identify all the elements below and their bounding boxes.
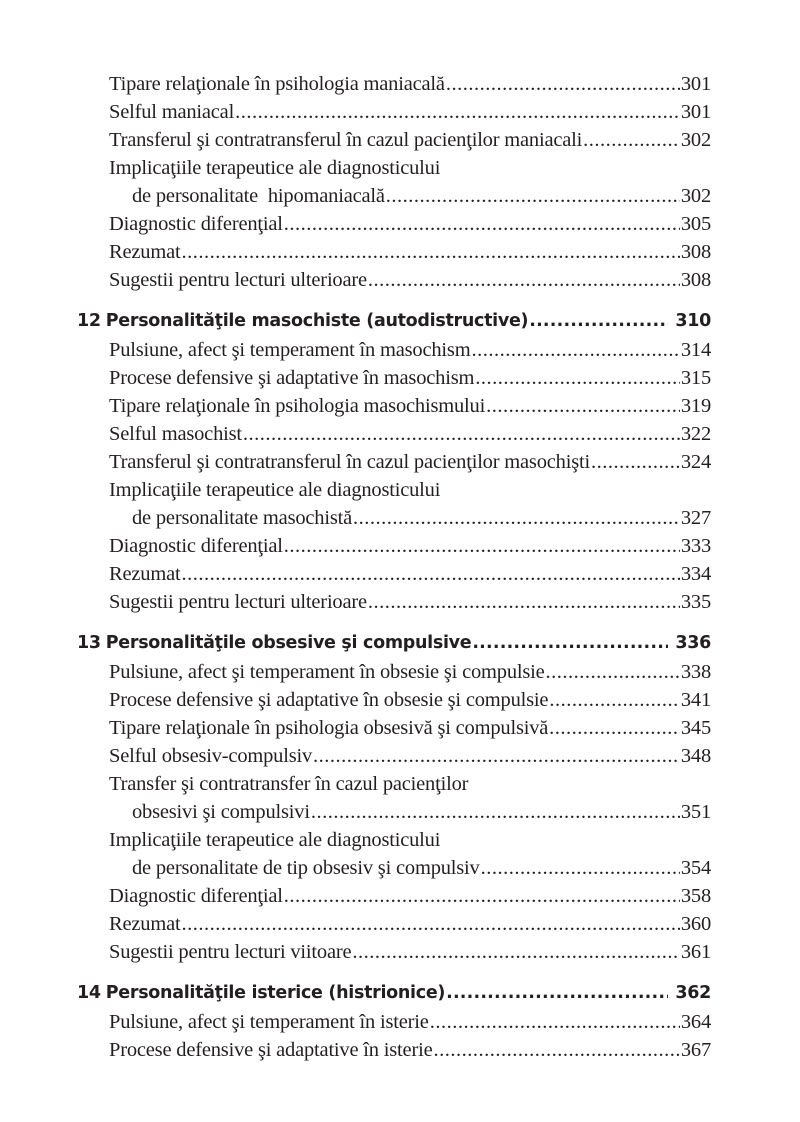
toc-entry[interactable] (77, 126, 711, 154)
toc-entry[interactable] (77, 448, 711, 476)
toc-chapter-heading[interactable] (77, 307, 711, 336)
toc-entry-title: Pulsiune, afect şi temperament în masochism (109, 339, 471, 361)
dot-leader (386, 182, 680, 210)
toc-entry-title: Implicaţiile terapeutice ale diagnosticului (109, 829, 441, 851)
toc-section-intro (77, 70, 711, 294)
toc-entry-title: Diagnostic diferenţial (109, 213, 283, 235)
toc-entry[interactable] (77, 336, 711, 364)
toc-entry-line (77, 154, 711, 182)
toc-entry-page: 361 (680, 941, 711, 963)
toc-entry-page: 315 (680, 367, 711, 389)
dot-leader (181, 910, 679, 938)
toc-entry-title: Implicaţiile terapeutice ale diagnosticului (109, 479, 441, 501)
toc-entry-title: Transfer şi contratransfer în cazul pacienţilor (109, 773, 469, 795)
dot-leader (529, 307, 668, 335)
toc-entry-page: 341 (680, 689, 711, 711)
toc-entry[interactable] (77, 210, 711, 238)
dot-leader (430, 1008, 680, 1036)
toc-entry-title: Transferul şi contratransferul în cazul pacienţilor maniacali (109, 129, 583, 151)
toc-chapter-heading[interactable] (77, 629, 711, 658)
dot-leader (446, 979, 668, 1007)
chapter-title: Personalităţile obsesive şi compulsive (105, 633, 472, 653)
toc-entry-page: 360 (680, 913, 711, 935)
dot-leader (549, 686, 680, 714)
toc-entry-page: 367 (680, 1039, 711, 1061)
toc-entry-page: 301 (680, 101, 711, 123)
dot-leader (313, 742, 680, 770)
toc-entry-line (77, 182, 711, 210)
dot-leader (352, 938, 679, 966)
chapter-page: 336 (675, 633, 711, 653)
toc-entry-title: Selful maniacal (109, 101, 235, 123)
toc-entry[interactable] (77, 714, 711, 742)
toc-entry-page: 327 (680, 507, 711, 529)
dot-leader (284, 210, 680, 238)
toc-entry[interactable] (77, 882, 711, 910)
dot-leader (368, 588, 680, 616)
chapter-page: 310 (675, 311, 711, 331)
toc-entry[interactable] (77, 1036, 711, 1064)
chapter-number: 13 (77, 633, 101, 653)
toc-entry-page: 348 (680, 745, 711, 767)
chapter-title: Personalităţile masochiste (autodistructive) (105, 311, 529, 331)
toc-entry-page: 345 (680, 717, 711, 739)
toc-entry-page: 354 (680, 857, 711, 879)
toc-entry-title: Selful obsesiv-compulsiv (109, 745, 313, 767)
toc-entry[interactable] (77, 420, 711, 448)
toc-entry[interactable] (77, 532, 711, 560)
toc-entry-title: Rezumat (109, 241, 181, 263)
toc-entry[interactable] (77, 910, 711, 938)
toc-entry-title: Transferul şi contratransferul în cazul pacienţilor masochişti (109, 451, 590, 473)
toc-entry-title: Tipare relaţionale în psihologia obsesivă şi compulsivă (109, 717, 549, 739)
toc-entry-page: 308 (680, 269, 711, 291)
dot-leader (549, 714, 680, 742)
toc-chapter-13 (77, 629, 711, 966)
toc-entry-page: 351 (680, 801, 711, 823)
toc-entry[interactable] (77, 238, 711, 266)
toc-entry-title: Procese defensive şi adaptative în isterie (109, 1039, 433, 1061)
dot-leader (481, 854, 680, 882)
toc-entry-title: Procese defensive şi adaptative în obsesie şi compulsie (109, 689, 549, 711)
toc-entry-line (77, 476, 711, 504)
toc-entry-page: 364 (680, 1011, 711, 1033)
chapter-title: Personalităţile isterice (histrionice) (105, 983, 446, 1003)
dot-leader (546, 658, 680, 686)
toc-entry-page: 314 (680, 339, 711, 361)
dot-leader (181, 238, 679, 266)
toc-entry[interactable] (77, 560, 711, 588)
toc-entry[interactable] (77, 770, 711, 826)
dot-leader (475, 364, 680, 392)
toc-entry-page: 302 (680, 185, 711, 207)
toc-entry-title: Selful masochist (109, 423, 242, 445)
toc-entry[interactable] (77, 392, 711, 420)
toc-entry-title: Tipare relaţionale în psihologia maniacală (109, 73, 445, 95)
toc-entry[interactable] (77, 1008, 711, 1036)
dot-leader (433, 1036, 679, 1064)
dot-leader (284, 882, 680, 910)
toc-entry-page: 358 (680, 885, 711, 907)
toc-entry-title-cont: obsesivi şi compulsivi (132, 801, 310, 823)
toc-entry-page: 335 (680, 591, 711, 613)
toc-entry[interactable] (77, 588, 711, 616)
toc-entry-title: Procese defensive şi adaptative în masochism (109, 367, 475, 389)
toc-entry-title: Tipare relaţionale în psihologia masochismului (109, 395, 486, 417)
toc-entry-page: 322 (680, 423, 711, 445)
toc-chapter-12 (77, 307, 711, 616)
dot-leader (243, 420, 680, 448)
toc-entry-line (77, 770, 711, 798)
toc-entry-title-cont: de personalitate masochistă (132, 507, 353, 529)
toc-chapter-14 (77, 979, 711, 1064)
dot-leader (284, 532, 680, 560)
toc-entry-title: Pulsiune, afect şi temperament în isterie (109, 1011, 429, 1033)
dot-leader (583, 126, 680, 154)
toc-entry[interactable] (77, 938, 711, 966)
dot-leader (368, 266, 680, 294)
toc-entry-page: 324 (680, 451, 711, 473)
chapter-page: 362 (675, 983, 711, 1003)
toc-entry-line (77, 798, 711, 826)
toc-entry[interactable] (77, 658, 711, 686)
dot-leader (472, 629, 668, 657)
toc-entry[interactable] (77, 826, 711, 882)
toc-entry-page: 301 (680, 73, 711, 95)
toc-entry-title: Rezumat (109, 913, 181, 935)
toc-entry-page: 302 (680, 129, 711, 151)
dot-leader (591, 448, 680, 476)
toc-entry[interactable] (77, 476, 711, 532)
toc-entry-title: Diagnostic diferenţial (109, 535, 283, 557)
dot-leader (486, 392, 680, 420)
dot-leader (353, 504, 680, 532)
toc-entry-page: 333 (680, 535, 711, 557)
toc-entry-page: 334 (680, 563, 711, 585)
toc-entry-title: Sugestii pentru lecturi viitoare (109, 941, 352, 963)
toc-entry[interactable] (77, 154, 711, 210)
toc-entry-title-cont: de personalitate de tip obsesiv şi compulsiv (132, 857, 480, 879)
toc-entry-title: Rezumat (109, 563, 181, 585)
toc-entry-title-cont: de personalitate hipomaniacală (132, 185, 385, 207)
toc-entry[interactable] (77, 742, 711, 770)
dot-leader (471, 336, 679, 364)
toc-entry[interactable] (77, 364, 711, 392)
toc-entry-title: Implicaţiile terapeutice ale diagnosticului (109, 157, 441, 179)
toc-entry[interactable] (77, 98, 711, 126)
toc-entry-page: 319 (680, 395, 711, 417)
toc-entry-title: Diagnostic diferenţial (109, 885, 283, 907)
dot-leader (181, 560, 679, 588)
toc-entry-title: Sugestii pentru lecturi ulterioare (109, 269, 367, 291)
toc-entry[interactable] (77, 266, 711, 294)
chapter-number: 14 (77, 983, 101, 1003)
toc-entry-page: 338 (680, 661, 711, 683)
table-of-contents (77, 70, 711, 1064)
toc-chapter-heading[interactable] (77, 979, 711, 1008)
dot-leader (446, 70, 680, 98)
dot-leader (311, 798, 680, 826)
toc-entry-title: Pulsiune, afect şi temperament în obsesie şi compulsie (109, 661, 545, 683)
chapter-number: 12 (77, 311, 101, 331)
toc-entry[interactable] (77, 70, 711, 98)
toc-entry-line (77, 854, 711, 882)
toc-entry-line (77, 504, 711, 532)
dot-leader (235, 98, 680, 126)
toc-entry-page: 308 (680, 241, 711, 263)
toc-entry-line (77, 826, 711, 854)
toc-entry[interactable] (77, 686, 711, 714)
toc-entry-page: 305 (680, 213, 711, 235)
toc-entry-title: Sugestii pentru lecturi ulterioare (109, 591, 367, 613)
